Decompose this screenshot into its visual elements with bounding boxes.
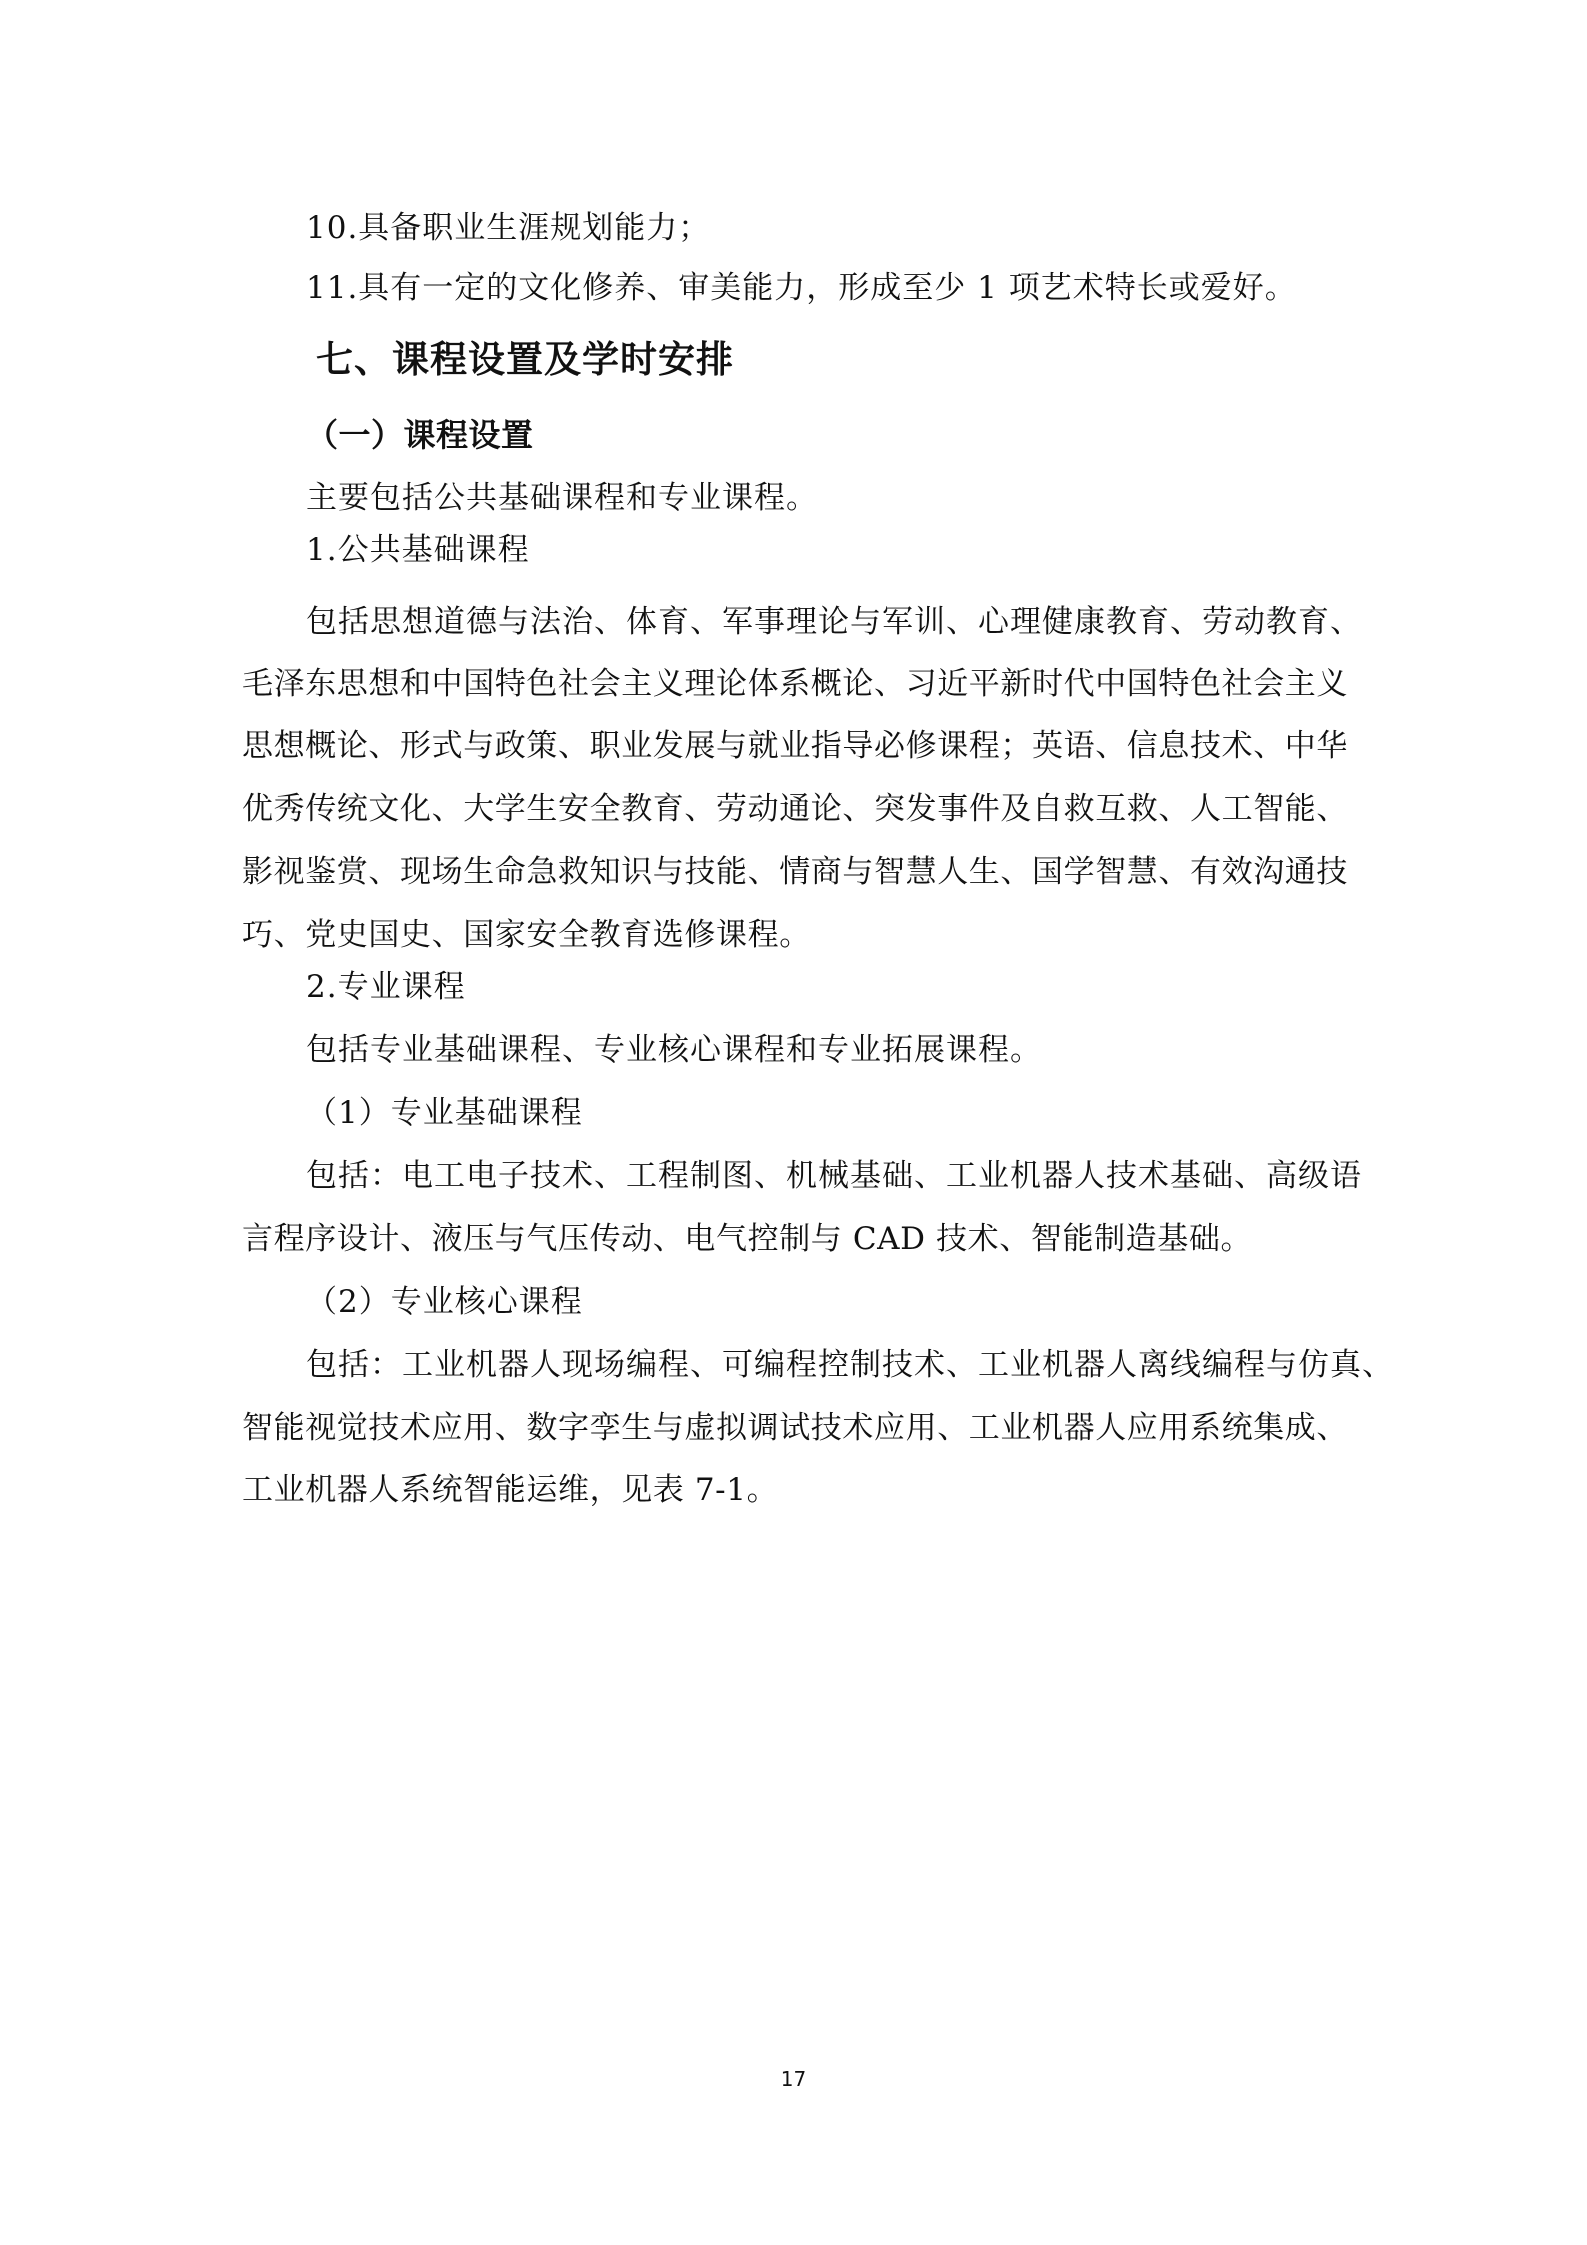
course-intro: 主要包括公共基础课程和专业课程。: [306, 480, 818, 516]
basic-course-line-2: 言程序设计、液压与气压传动、电气控制与 CAD 技术、智能制造基础。: [242, 1221, 1253, 1257]
section-title: （一）课程设置: [306, 416, 534, 454]
core-course-heading: （2）专业核心课程: [306, 1284, 583, 1320]
public-course-line-2: 毛泽东思想和中国特色社会主义理论体系概论、习近平新时代中国特色社会主义: [242, 666, 1348, 702]
public-course-line-1: 包括思想道德与法治、体育、军事理论与军训、心理健康教育、劳动教育、: [306, 604, 1362, 640]
public-course-line-5: 影视鉴赏、现场生命急救知识与技能、情商与智慧人生、国学智慧、有效沟通技: [242, 854, 1348, 890]
core-course-line-1: 包括：工业机器人现场编程、可编程控制技术、工业机器人离线编程与仿真、: [306, 1347, 1394, 1383]
public-course-line-4: 优秀传统文化、大学生安全教育、劳动通论、突发事件及自救互救、人工智能、: [242, 791, 1348, 827]
basic-course-heading: （1）专业基础课程: [306, 1095, 583, 1131]
core-course-line-3: 工业机器人系统智能运维，见表 7-1。: [242, 1472, 779, 1508]
basic-course-line-1: 包括：电工电子技术、工程制图、机械基础、工业机器人技术基础、高级语: [306, 1158, 1362, 1194]
chapter-title: 七、课程设置及学时安排: [316, 338, 734, 381]
public-course-line-3: 思想概论、形式与政策、职业发展与就业指导必修课程；英语、信息技术、中华: [242, 728, 1348, 764]
professional-course-intro: 包括专业基础课程、专业核心课程和专业拓展课程。: [306, 1032, 1042, 1068]
list-item-11: 11.具有一定的文化修养、审美能力，形成至少 1 项艺术特长或爱好。: [306, 270, 1297, 306]
core-course-line-2: 智能视觉技术应用、数字孪生与虚拟调试技术应用、工业机器人应用系统集成、: [242, 1410, 1348, 1446]
list-item-10: 10.具备职业生涯规划能力；: [306, 210, 711, 246]
professional-course-heading: 2.专业课程: [306, 969, 466, 1005]
page-number: 17: [780, 2067, 807, 2091]
public-course-line-6: 巧、党史国史、国家安全教育选修课程。: [242, 917, 811, 953]
public-course-heading: 1.公共基础课程: [306, 532, 530, 568]
